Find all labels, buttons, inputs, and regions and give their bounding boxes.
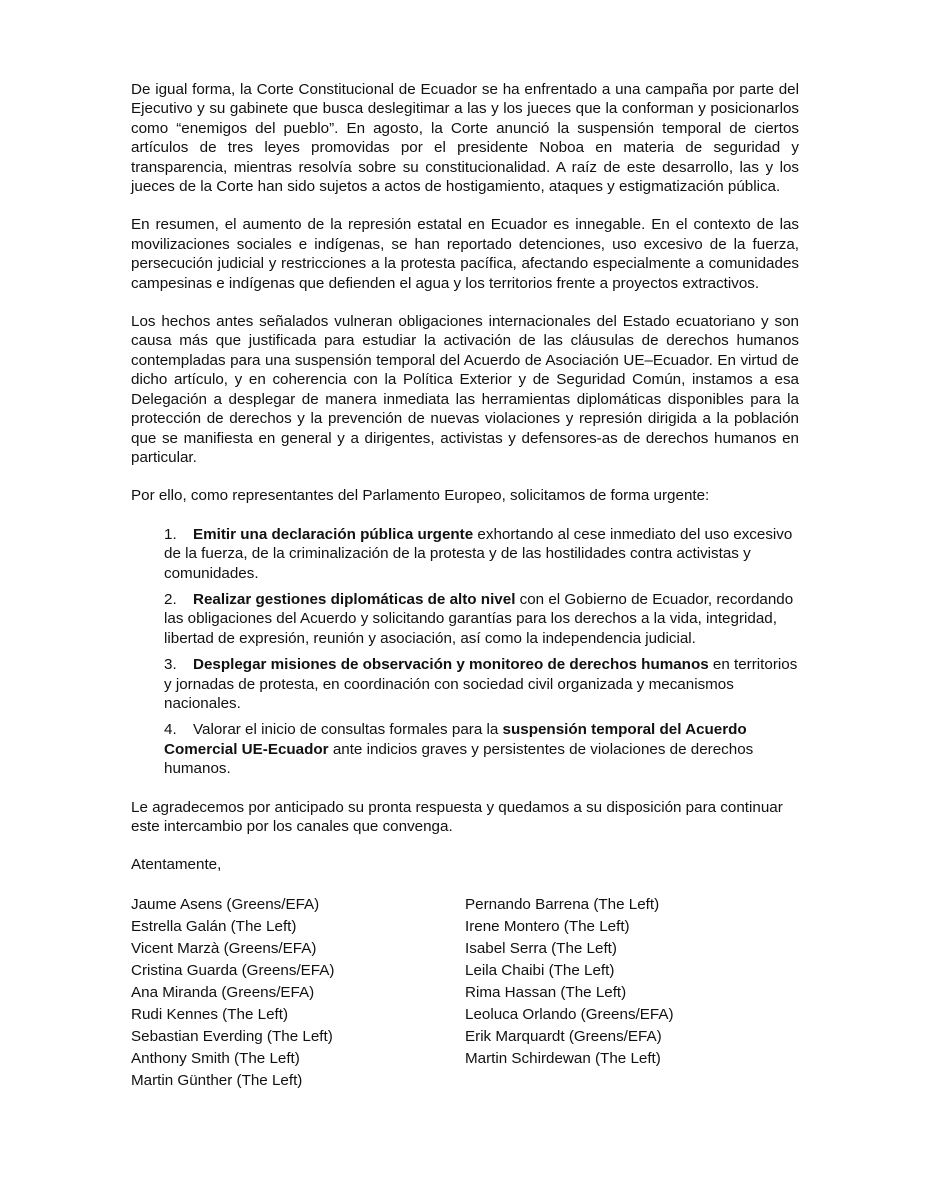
signatory: Sebastian Everding (The Left) xyxy=(131,1027,333,1045)
request-item xyxy=(164,720,799,778)
signatory: Martin Schirdewan (The Left) xyxy=(465,1049,661,1067)
signatories-left-column xyxy=(131,894,465,1092)
letter-page xyxy=(131,80,799,1092)
request-bold: Emitir una declaración pública urgente xyxy=(193,525,474,543)
signatory: Vicent Marzà (Greens/EFA) xyxy=(131,939,317,957)
request-list xyxy=(164,525,799,779)
signatory: Leoluca Orlando (Greens/EFA) xyxy=(465,1005,674,1023)
request-number: 4. xyxy=(164,721,177,739)
closing-paragraph: Le agradecemos por anticipado su pronta respuesta y quedamos a su disposición para continuar este intercambio por los canales que convenga. xyxy=(131,798,783,835)
request-item xyxy=(164,590,799,648)
signatory: Ana Miranda (Greens/EFA) xyxy=(131,983,315,1001)
signatory: Anthony Smith (The Left) xyxy=(131,1049,300,1067)
request-post: con el Gobierno de Ecuador, recordando las obligaciones del Acuerdo y solicitando garantías para los derechos a la vida, integridad, libertad de expresión, reunión y asociación, así como la independencia judicial. xyxy=(164,590,794,647)
signatory: Jaume Asens (Greens/EFA) xyxy=(131,895,320,913)
paragraph-resumen: En resumen, el aumento de la represión estatal en Ecuador es innegable. En el contexto de las movilizaciones sociales e indígenas, se han reportado detenciones, uso excesivo de la fuerza, persecución judicial y restricciones a la protesta pacífica, afectando especialmente a comunidades campesinas e indígenas que defienden el agua y los territorios frente a proyectos extractivos. xyxy=(131,216,799,292)
paragraph-obligaciones: Los hechos antes señalados vulneran obligaciones internacionales del Estado ecuatoriano y son causa más que justificada para estudiar la activación de las cláusulas de derechos humanos contempladas para una suspensión temporal del Acuerdo de Asociación UE–Ecuador. En virtud de dicho artículo, y en coherencia con la Política Exterior y de Seguridad Común, instamos a esa Delegación a desplegar de manera inmediata las herramientas diplomáticas disponibles para la protección de derechos y la prevención de nuevas violaciones y represión dirigida a la población que se manifiesta en general y a dirigentes, activistas y defensores-as de derechos humanos en particular. xyxy=(131,313,799,466)
signatory: Cristina Guarda (Greens/EFA) xyxy=(131,961,335,979)
signatory: Rima Hassan (The Left) xyxy=(465,983,627,1001)
request-post: en territorios y jornadas de protesta, en coordinación con sociedad civil organizada y mecanismos nacionales. xyxy=(164,656,798,712)
request-number: 1. xyxy=(164,525,177,543)
request-pre: Valorar el inicio de consultas formales para la xyxy=(193,721,503,739)
signatory: Rudi Kennes (The Left) xyxy=(131,1005,289,1023)
request-bold: Desplegar misiones de observación y monitoreo de derechos humanos xyxy=(193,656,709,674)
request-post: exhortando al cese inmediato del uso excesivo de la fuerza, de la criminalización de la protesta y de las hostilidades contra activistas y comunidades. xyxy=(164,525,793,582)
request-bold: suspensión temporal del Acuerdo Comercial UE-Ecuador xyxy=(164,721,747,758)
signatory: Isabel Serra (The Left) xyxy=(465,939,617,957)
request-intro: Por ello, como representantes del Parlamento Europeo, solicitamos de forma urgente: xyxy=(131,487,710,505)
request-item xyxy=(164,655,799,713)
signatory: Erik Marquardt (Greens/EFA) xyxy=(465,1027,662,1045)
signatory: Pernando Barrena (The Left) xyxy=(465,895,660,913)
signatories xyxy=(131,894,799,1092)
signatory: Irene Montero (The Left) xyxy=(465,917,630,935)
request-number: 3. xyxy=(164,656,177,674)
request-item xyxy=(164,525,799,583)
paragraph-corte-constitucional: De igual forma, la Corte Constitucional de Ecuador se ha enfrentado a una campaña por parte del Ejecutivo y su gabinete que busca deslegitimar a las y los jueces que la conforman y posicionarlos como “enemigos del pueblo”. En agosto, la Corte anunció la suspensión temporal de ciertos artículos de tres leyes promovidas por el presidente Noboa en materia de seguridad y transparencia, mientras resolvía sobre su constitucionalidad. A raíz de este desarrollo, las y los jueces de la Corte han sido sujetos a actos de hostigamiento, ataques y estigmatización pública. xyxy=(131,81,799,196)
request-post: ante indicios graves y persistentes de violaciones de derechos humanos. xyxy=(164,740,754,778)
salutation: Atentamente, xyxy=(131,856,222,874)
request-number: 2. xyxy=(164,590,177,608)
request-bold: Realizar gestiones diplomáticas de alto nivel xyxy=(193,590,516,608)
signatory: Leila Chaibi (The Left) xyxy=(465,961,615,979)
signatory: Martin Günther (The Left) xyxy=(131,1071,303,1089)
signatory: Estrella Galán (The Left) xyxy=(131,917,297,935)
signatories-right-column xyxy=(465,894,799,1092)
